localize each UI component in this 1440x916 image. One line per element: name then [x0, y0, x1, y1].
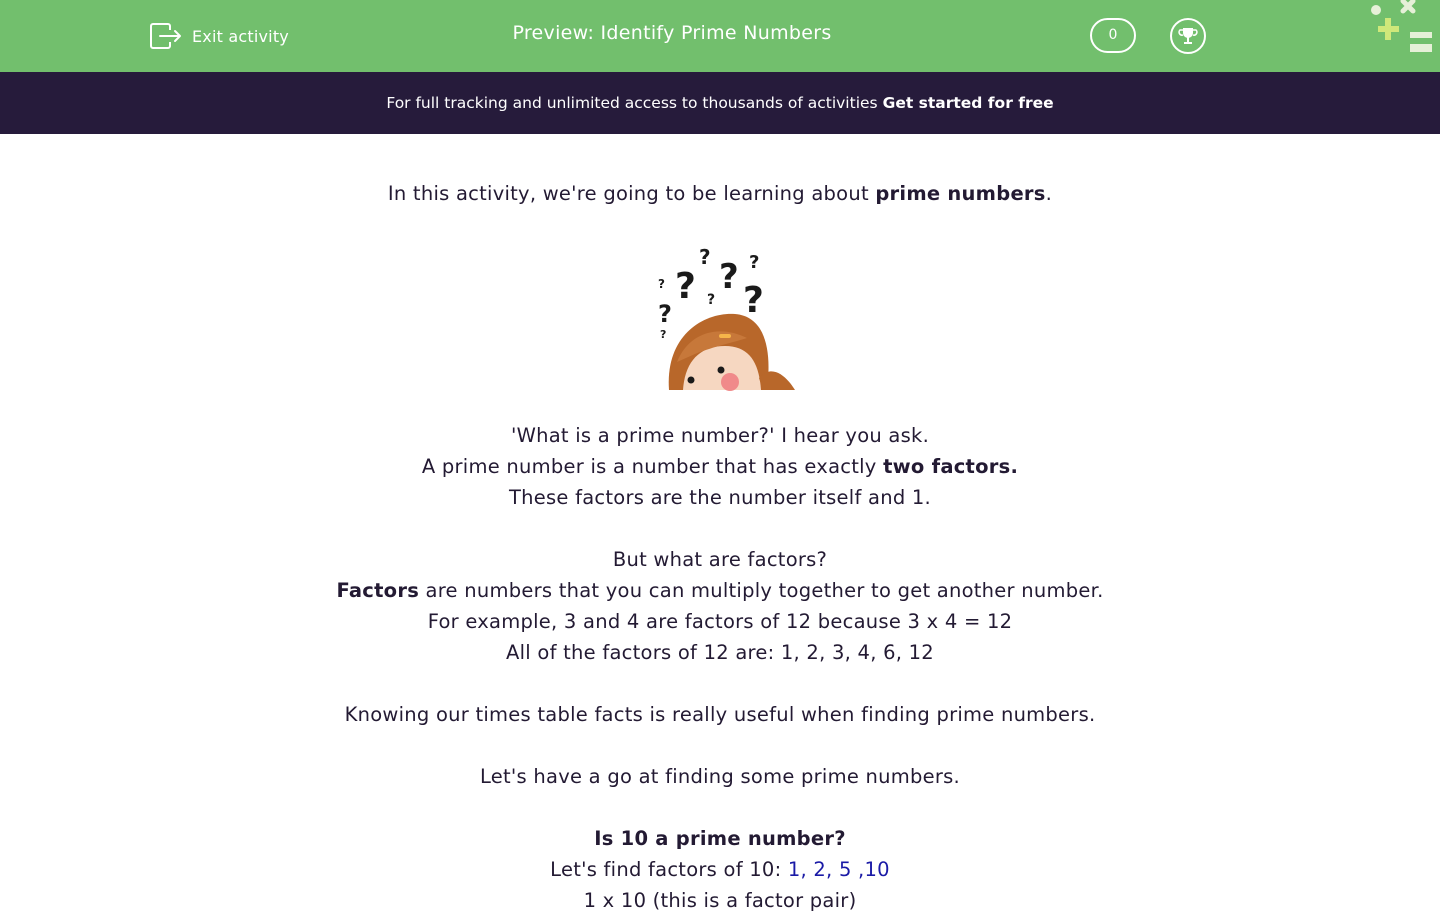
activity-content	[0, 134, 1440, 912]
factors-bold: Factors	[336, 579, 420, 602]
trophy-button[interactable]	[1170, 18, 1206, 54]
question-is-10-prime	[0, 823, 1440, 854]
spacer	[0, 668, 1440, 699]
brand-logo	[1366, 0, 1440, 56]
signup-banner	[0, 72, 1440, 134]
svg-text:?: ?	[658, 277, 666, 291]
svg-text:?: ?	[660, 328, 667, 341]
prime-definition	[0, 451, 1440, 482]
spacer	[0, 513, 1440, 544]
top-bar	[0, 0, 1440, 72]
spacer	[0, 730, 1440, 761]
lets-go-text: Let's have a go at finding some prime numbers.	[480, 765, 960, 788]
intro-bold: prime numbers	[875, 182, 1046, 205]
svg-text:?: ?	[743, 280, 765, 321]
question-what-are-factors: But what are factors?	[612, 548, 828, 571]
factor-pair-line: 1 x 10 (this is a factor pair)	[583, 889, 857, 912]
factors-example: For example, 3 and 4 are factors of 12 because 3 x 4 = 12	[427, 610, 1013, 633]
svg-text:?: ?	[719, 257, 739, 297]
intro-pre: In this activity, we're going to be learning about	[387, 182, 876, 205]
factors-of-12: All of the factors of 12 are: 1, 2, 3, 4, 6, 12	[506, 641, 934, 664]
intro-post: .	[1045, 182, 1053, 205]
def-bold: two factors.	[883, 455, 1019, 478]
get-started-link[interactable]: Get started for free	[882, 94, 1054, 112]
svg-text:?: ?	[675, 266, 697, 307]
svg-text:?: ?	[699, 245, 711, 269]
times-table-tip: Knowing our times table facts is really useful when finding prime numbers.	[344, 703, 1096, 726]
banner-text: For full tracking and unlimited access to thousands of activities	[386, 94, 878, 112]
prime-definition-detail: These factors are the number itself and 1.	[508, 486, 932, 509]
svg-text:?: ?	[749, 252, 760, 273]
svg-text:?: ?	[658, 300, 673, 328]
trophy-icon	[1177, 25, 1199, 47]
factors-of-10	[0, 854, 1440, 885]
q10-bold: Is 10 a prime number?	[594, 827, 846, 850]
score-counter: 0	[1090, 18, 1136, 53]
exit-activity-label: Exit activity	[192, 26, 289, 46]
def-pre: A prime number is a number that has exactly	[421, 455, 884, 478]
question-what-is-prime: 'What is a prime number?' I hear you ask.	[510, 424, 930, 447]
factors-definition	[0, 575, 1440, 606]
explanation-text	[0, 420, 1440, 916]
factors-of-10-values: 1, 2, 5 ,10	[787, 858, 890, 881]
factors-rest: are numbers that you can multiply together to get another number.	[419, 579, 1104, 602]
thinking-girl-illustration	[655, 242, 797, 390]
intro-text	[0, 181, 1440, 207]
activity-title: Preview: Identify Prime Numbers	[512, 22, 832, 44]
svg-text:?: ?	[707, 292, 716, 308]
find-pre: Let's find factors of 10:	[550, 858, 788, 881]
spacer	[0, 792, 1440, 823]
